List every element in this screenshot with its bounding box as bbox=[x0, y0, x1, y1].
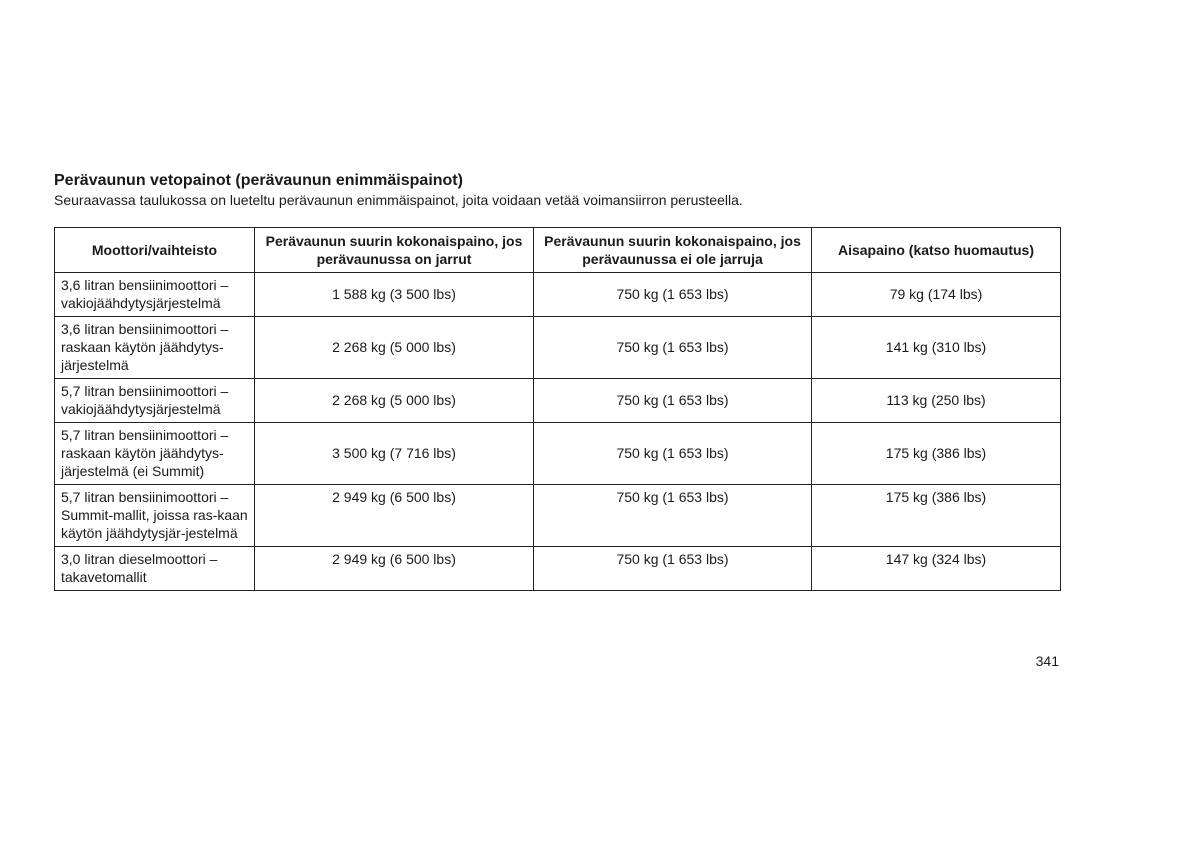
braked-weight-cell: 2 949 kg (6 500 lbs) bbox=[255, 547, 534, 591]
table-row bbox=[55, 485, 1061, 547]
table-row bbox=[55, 423, 1061, 485]
braked-weight-cell: 1 588 kg (3 500 lbs) bbox=[255, 273, 534, 317]
tongue-weight-cell: 147 kg (324 lbs) bbox=[812, 547, 1061, 591]
braked-weight-cell: 2 268 kg (5 000 lbs) bbox=[255, 317, 534, 379]
table-header-row bbox=[55, 228, 1061, 273]
section-subtitle: Seuraavassa taulukossa on lueteltu perävaunun enimmäispainot, joita voidaan vetää voimansiirron perusteella. bbox=[54, 192, 743, 208]
braked-weight-cell: 3 500 kg (7 716 lbs) bbox=[255, 423, 534, 485]
table-row bbox=[55, 317, 1061, 379]
braked-weight-cell: 2 268 kg (5 000 lbs) bbox=[255, 379, 534, 423]
tongue-weight-cell: 175 kg (386 lbs) bbox=[812, 423, 1061, 485]
unbraked-weight-cell: 750 kg (1 653 lbs) bbox=[534, 379, 812, 423]
unbraked-weight-cell: 750 kg (1 653 lbs) bbox=[534, 273, 812, 317]
column-header-tongue: Aisapaino (katso huomautus) bbox=[812, 228, 1061, 273]
unbraked-weight-cell: 750 kg (1 653 lbs) bbox=[534, 547, 812, 591]
unbraked-weight-cell: 750 kg (1 653 lbs) bbox=[534, 485, 812, 547]
braked-weight-cell: 2 949 kg (6 500 lbs) bbox=[255, 485, 534, 547]
tongue-weight-cell: 113 kg (250 lbs) bbox=[812, 379, 1061, 423]
section-title: Perävaunun vetopainot (perävaunun enimmäispainot) bbox=[54, 172, 463, 189]
column-header-braked: Perävaunun suurin kokonaispaino, jos perävaunussa on jarrut bbox=[255, 228, 534, 273]
table-row bbox=[55, 273, 1061, 317]
tongue-weight-cell: 175 kg (386 lbs) bbox=[812, 485, 1061, 547]
column-header-unbraked: Perävaunun suurin kokonaispaino, jos perävaunussa ei ole jarruja bbox=[534, 228, 812, 273]
engine-cell: 3,0 litran dieselmoottori – takavetomallit bbox=[55, 547, 255, 591]
unbraked-weight-cell: 750 kg (1 653 lbs) bbox=[534, 317, 812, 379]
column-header-engine: Moottori/vaihteisto bbox=[55, 228, 255, 273]
engine-cell: 3,6 litran bensiinimoottori – raskaan käytön jäähdytys-järjestelmä bbox=[55, 317, 255, 379]
tongue-weight-cell: 79 kg (174 lbs) bbox=[812, 273, 1061, 317]
engine-cell: 5,7 litran bensiinimoottori – Summit-mallit, joissa ras-kaan käytön jäähdytysjär-jestelmä bbox=[55, 485, 255, 547]
engine-cell: 5,7 litran bensiinimoottori – raskaan käytön jäähdytys-järjestelmä (ei Summit) bbox=[55, 423, 255, 485]
engine-cell: 3,6 litran bensiinimoottori – vakiojäähdytysjärjestelmä bbox=[55, 273, 255, 317]
unbraked-weight-cell: 750 kg (1 653 lbs) bbox=[534, 423, 812, 485]
tongue-weight-cell: 141 kg (310 lbs) bbox=[812, 317, 1061, 379]
engine-cell: 5,7 litran bensiinimoottori – vakiojäähdytysjärjestelmä bbox=[55, 379, 255, 423]
trailer-weight-table bbox=[54, 227, 1061, 591]
towing-section bbox=[54, 171, 1060, 591]
table-row bbox=[55, 547, 1061, 591]
page-number: 341 bbox=[1035, 653, 1059, 669]
table-row bbox=[55, 379, 1061, 423]
